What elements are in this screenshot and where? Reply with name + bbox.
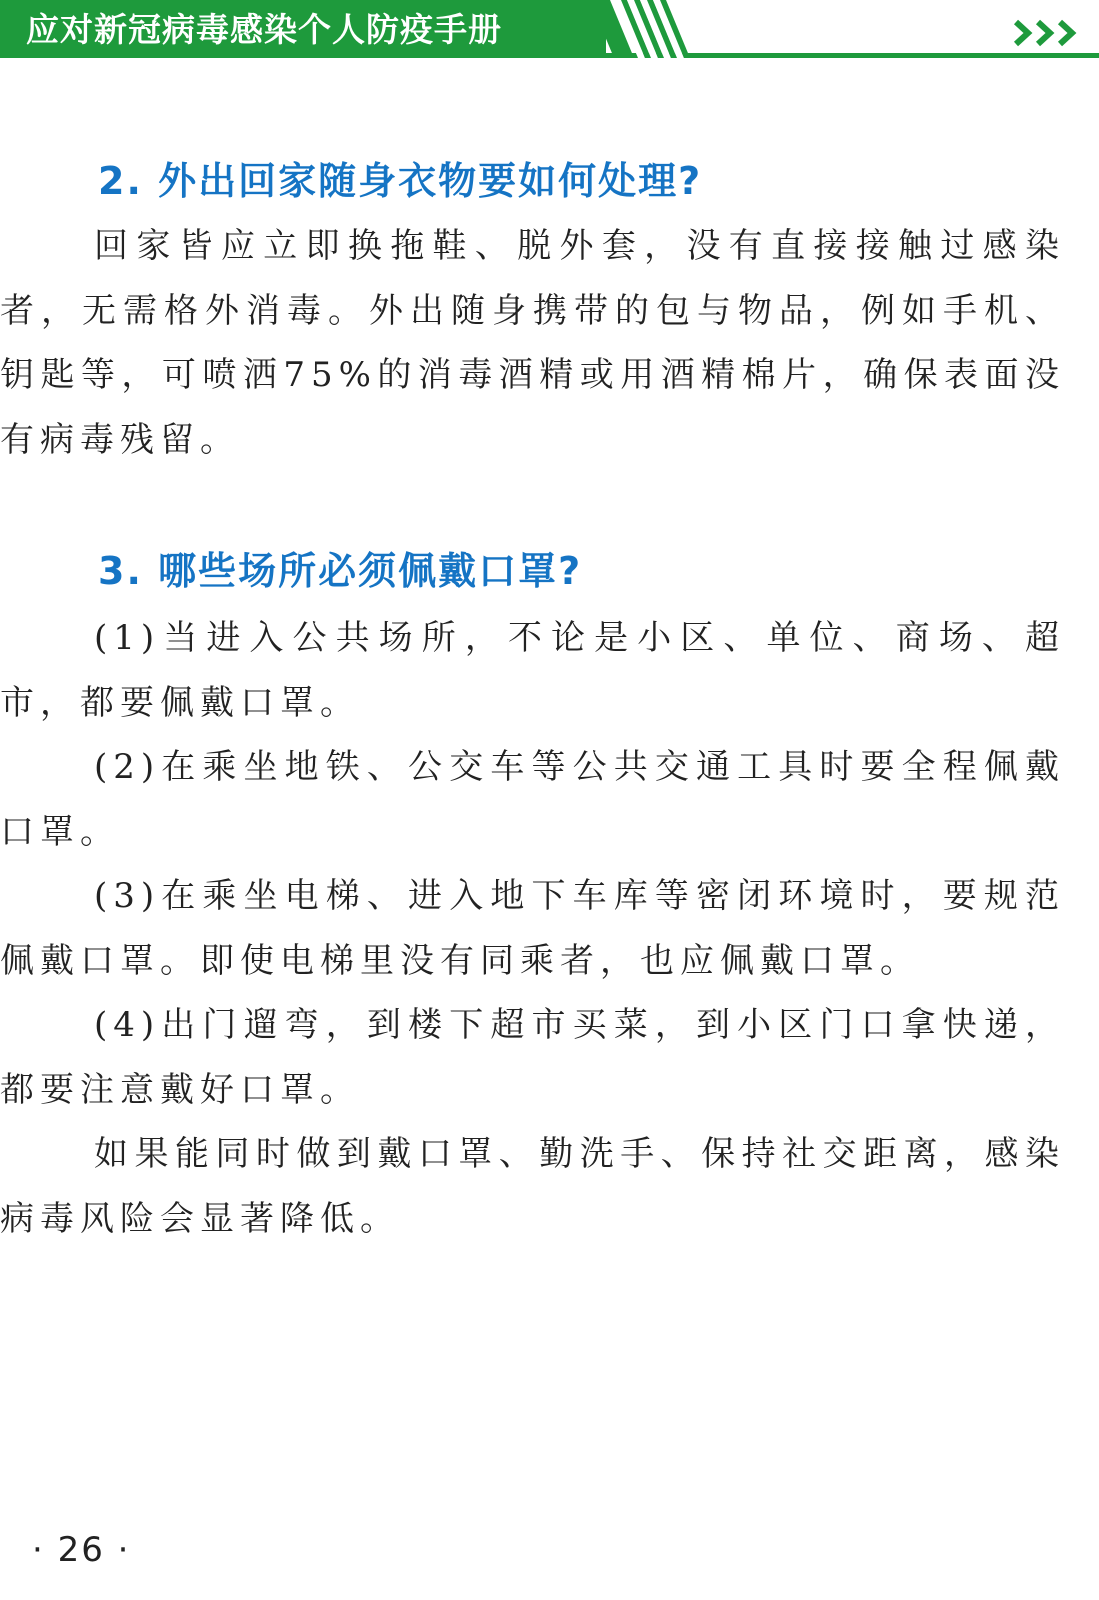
header-banner bbox=[0, 0, 1099, 62]
paragraph: (4)出门遛弯，到楼下超市买菜，到小区门口拿快递，都要注意戴好口罩。 bbox=[0, 1005, 1065, 1110]
section-heading: 3. 哪些场所必须佩戴口罩? bbox=[98, 549, 583, 593]
section-heading: 2. 外出回家随身衣物要如何处理? bbox=[98, 159, 703, 203]
section-clothing-handling bbox=[0, 156, 1099, 472]
manual-title: 应对新冠病毒感染个人防疫手册 bbox=[26, 10, 502, 49]
paragraph: 如果能同时做到戴口罩、勤洗手、保持社交距离，感染病毒风险会显著降低。 bbox=[0, 1134, 1065, 1239]
section-mask-places bbox=[0, 546, 1099, 1251]
paragraph: 回家皆应立即换拖鞋、脱外套，没有直接接触过感染者，无需格外消毒。外出随身携带的包与物品，例如手机、钥匙等，可喷洒75%的消毒酒精或用酒精棉片，确保表面没有病毒残留。 bbox=[0, 226, 1065, 460]
header-underline bbox=[0, 53, 1099, 58]
paragraph: (3)在乘坐电梯、进入地下车库等密闭环境时，要规范佩戴口罩。即使电梯里没有同乘者，也应佩戴口罩。 bbox=[0, 876, 1065, 981]
paragraph: (1)当进入公共场所，不论是小区、单位、商场、超市，都要佩戴口罩。 bbox=[0, 618, 1065, 723]
triple-chevron-right-icon bbox=[1012, 18, 1082, 48]
paragraph: (2)在乘坐地铁、公交车等公共交通工具时要全程佩戴口罩。 bbox=[0, 747, 1065, 852]
diagonal-stripes-icon bbox=[590, 0, 710, 58]
page-number: · 26 · bbox=[32, 1530, 131, 1570]
